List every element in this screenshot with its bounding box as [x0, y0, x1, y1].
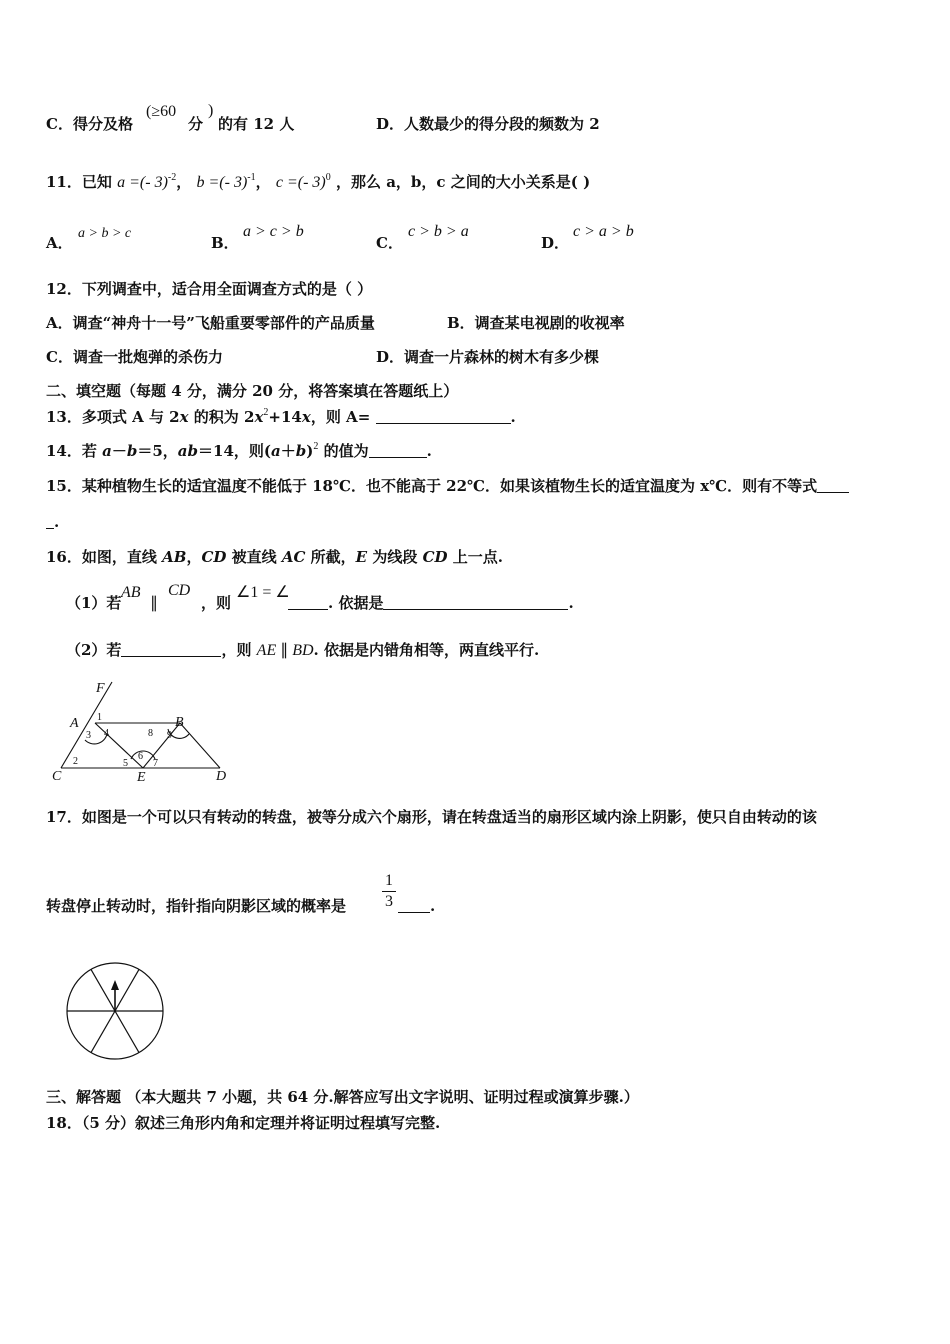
- q15-answer-blank-cont[interactable]: [46, 514, 54, 529]
- q17-line-2: 转盘停止转动时，指针指向阴影区域的概率是: [46, 897, 347, 915]
- q16-part1-reason-blank[interactable]: [383, 595, 568, 610]
- q12-option-d: D．调查一片森林的树木有多少棵: [376, 348, 600, 366]
- q17-fraction-denominator: 3: [385, 893, 393, 910]
- spinner-pointer-arrowhead: [111, 980, 119, 990]
- q16-part1-cd: CD: [168, 582, 191, 599]
- q10-option-c-label: C．得分及格: [46, 115, 133, 133]
- q14: 14．若 a－b＝5，ab＝14，则$(a+b)^2$ 的值为 .: [46, 441, 432, 460]
- point-d: D: [216, 769, 227, 784]
- q11-option-b-expr: a > c > b: [243, 223, 304, 240]
- q11-option-a-expr: a > b > c: [78, 226, 132, 241]
- angle-label-8: 8: [148, 728, 153, 739]
- q16-part1-rest: . 依据是 .: [288, 593, 574, 613]
- q14-answer-blank[interactable]: [369, 443, 427, 458]
- angle-label-4: 4: [104, 728, 109, 739]
- point-f: F: [96, 681, 105, 696]
- angle-label-1: 1: [97, 712, 102, 723]
- q16-part1-angle-blank[interactable]: [288, 595, 328, 610]
- q13: 13．多项式 A 与 2x 的积为 $2x^2+14x$，则 A= .: [46, 407, 516, 426]
- q16-part1-parallel: ∥: [150, 595, 158, 612]
- q12-option-c: C．调查一批炮弹的杀伤力: [46, 348, 223, 366]
- q17-line-1: 17．如图是一个可以只有转动的转盘，被等分成六个扇形，请在转盘适当的扇形区域内涂上阴影，使只自由转动的该: [46, 808, 817, 826]
- q10-option-d: D．人数最少的得分段的频数为 2: [376, 115, 600, 133]
- q16-part1-ab: AB: [121, 584, 141, 601]
- q10-option-c-close: ): [208, 102, 214, 119]
- geometry-figure: [40, 672, 240, 790]
- q16-part1-angle: ∠1 = ∠: [236, 584, 290, 601]
- q11-option-a-label: A．: [46, 234, 73, 252]
- angle-label-5: 5: [123, 758, 128, 769]
- q11-c-expr: c =(- 3): [275, 174, 326, 191]
- q16-part1-then: ，则: [201, 594, 232, 612]
- q13-answer-blank[interactable]: [376, 409, 511, 424]
- section-3-heading: 三、解答题 （本大题共 7 小题，共 64 分.解答应写出文字说明、证明过程或演算步骤.）: [46, 1088, 639, 1106]
- q11-a-expr: a =(- 3): [117, 174, 168, 191]
- q12-stem: 12．下列调查中，适合用全面调查方式的是（ ）: [46, 280, 373, 298]
- q18: 18．（5 分）叙述三角形内角和定理并将证明过程填写完整.: [46, 1114, 441, 1132]
- section-2-heading: 二、填空题（每题 4 分，满分 20 分，将答案填在答题纸上）: [46, 382, 459, 400]
- q17-fraction-numerator: 1: [385, 872, 393, 889]
- spinner-figure: [62, 960, 168, 1064]
- q15-line-1: 15．某种植物生长的适宜温度不能低于 18℃．也不能高于 22℃．如果该植物生长的适宜温度为 x℃．则有不等式: [46, 476, 849, 496]
- q15-line-2: .: [46, 512, 59, 532]
- q12-option-b: B．调查某电视剧的收视率: [447, 314, 625, 332]
- q11-option-c-label: C．: [376, 234, 403, 252]
- point-b: B: [175, 715, 184, 730]
- angle-label-3: 3: [86, 730, 91, 741]
- q16-part2-condition-blank[interactable]: [121, 642, 221, 657]
- q10-option-c-expr: (≥60: [146, 103, 177, 120]
- q10-option-c-tail: 的有 12 人: [218, 115, 295, 133]
- point-a: A: [70, 716, 79, 731]
- q10-option-c: [46, 114, 133, 134]
- angle-label-9: 9: [167, 730, 172, 741]
- q11-stem: 11．已知 a =(- 3)$^{-2}$， b =(- 3)$^{-1}$， c =(- 3)$^0$ ，那么 a，b，c 之间的大小关系是( ): [46, 172, 591, 191]
- point-e: E: [137, 770, 146, 785]
- q17-fraction: [382, 872, 396, 911]
- q11-option-d-expr: c > a > b: [573, 223, 634, 240]
- line-bd: [180, 723, 220, 768]
- q10-option-c-unit: 分: [188, 115, 204, 133]
- q16-part1-pre: （1）若: [66, 594, 122, 612]
- q11-option-c-expr: c > b > a: [408, 223, 469, 240]
- q16-stem: 16．如图，直线 AB，CD 被直线 AC 所截，E 为线段 CD 上一点.: [46, 548, 503, 566]
- point-c: C: [52, 769, 62, 784]
- q11-b-expr: b =(- 3): [196, 174, 248, 191]
- angle-label-2: 2: [73, 756, 78, 767]
- line-ae: [95, 723, 143, 768]
- q16-part2: （2）若 ，则 AE ∥ BD. 依据是内错角相等，两直线平行.: [66, 641, 540, 659]
- q12-option-a: A．调查“神舟十一号”飞船重要零部件的产品质量: [46, 314, 375, 332]
- q11-option-d-label: D．: [541, 234, 570, 252]
- q11-option-b-label: B．: [211, 234, 239, 252]
- angle-label-6: 6: [138, 751, 143, 762]
- angle-label-7: 7: [153, 758, 158, 769]
- q17-answer-blank[interactable]: [398, 898, 430, 913]
- q17-answer: .: [398, 896, 435, 916]
- q15-answer-blank[interactable]: [817, 478, 849, 493]
